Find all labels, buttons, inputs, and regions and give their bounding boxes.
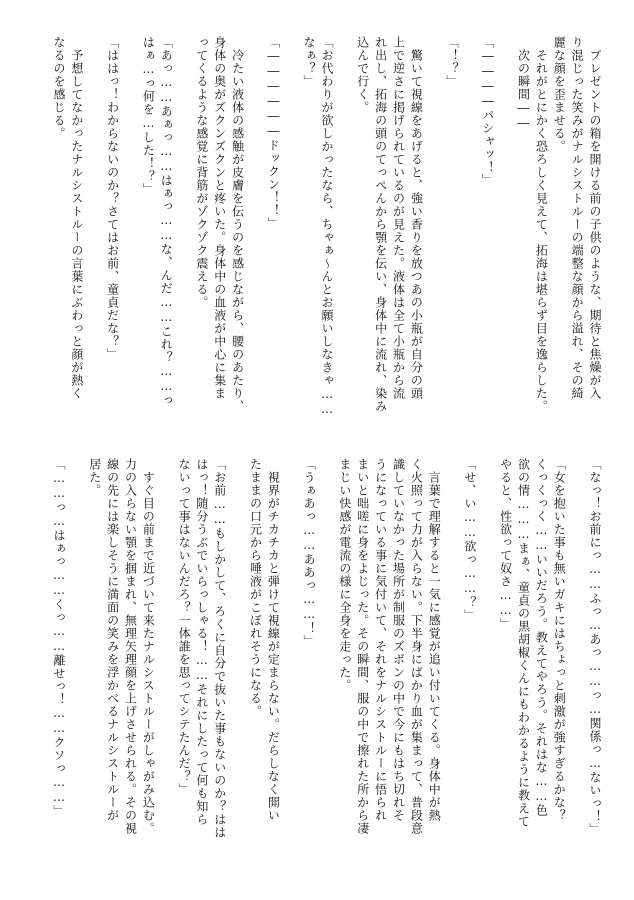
text-column: 欲の情………まぁ、童貞の黒胡椒くんにもわかるように教えて xyxy=(516,458,531,828)
text-column xyxy=(70,458,84,858)
text-column: 身体の奥がズクンズクンと疼いた。身体中の血液が中心に集ま xyxy=(212,36,227,400)
text-column: うになっている事に気付いて、それをナルシストルーに悟られ xyxy=(373,458,388,822)
text-column xyxy=(88,36,102,436)
text-column: 「お代わりが欲しかったなら、ちゃぁ～んとお願いしなきゃ…… xyxy=(320,36,334,417)
text-column: ってくるような感覚に背筋がゾクゾク震える。 xyxy=(194,36,209,309)
text-column xyxy=(320,458,334,858)
text-column: まいと咄嗟に身をよじった。その瞬間、服の中で擦れた所から凄 xyxy=(355,458,370,835)
text-column: 驚いて視線をあげると、強い香りを放つあの小瓶が自分の頭 xyxy=(409,36,424,400)
text-column xyxy=(570,458,584,858)
text-column: 「ははっ！わからないのか？さてはお前、童貞だな？」 xyxy=(105,36,120,361)
lower-text-block xyxy=(52,458,602,858)
text-column: 冷たい液体の感触が皮膚を伝うのを感じながら、腰のあたり、 xyxy=(230,36,245,413)
text-column: すぐ目の前まで近づいて来たナルシストルーがしゃがみ込む。 xyxy=(141,458,156,835)
text-column: はぁ…っ何を…した！？」 xyxy=(141,36,156,196)
text-column xyxy=(284,458,298,858)
text-column: 「せ、い……欲っ……？」 xyxy=(462,458,477,622)
text-column xyxy=(231,458,245,858)
text-column: はっ！随分うぶでいらっしゃる！……それにしたって何も知ら xyxy=(194,458,209,826)
text-column xyxy=(481,458,495,858)
text-column: 込んで行く。 xyxy=(355,36,370,114)
text-column: 居た。 xyxy=(87,458,102,497)
text-column: 「！？」 xyxy=(445,36,460,88)
text-column: 上で逆さに掲げられているのが見えた。液体は全て小瓶から流 xyxy=(391,36,406,400)
text-column: 識していなかった場所が制服のズボンの中で今にもはち切れそ xyxy=(391,458,406,822)
text-column: 視界がチカチカと弾けて視線が定まらない。だらしなく開い xyxy=(266,458,281,822)
upper-text-block xyxy=(52,36,602,436)
text-column: 麗な顔を歪ませる。 xyxy=(552,36,567,153)
text-column: 「……っ…はぁっ……くっ……離せっ！……クソっ……」 xyxy=(52,458,66,818)
text-column: 言葉で理解すると一気に感覚が追い付いてくる。身体中が熱 xyxy=(427,458,442,822)
text-column: 次の瞬間―― xyxy=(516,36,531,131)
text-column: く火照って力が入らない。下半身にばかり血が集まって、普段意 xyxy=(409,458,424,835)
text-column: 「お前……もしかして、ろくに自分で抜いた事もないのか？はは xyxy=(212,458,227,839)
text-column: 「なっ！お前にっ……ふっ…あっ……っ…関係っ…ないっ！」 xyxy=(588,458,602,836)
text-column: り混じった笑みがナルシストルーの端整な顔から溢れ、その綺 xyxy=(570,36,585,400)
text-column: それがとにかく恐ろしく見えて、拓海は堪らず目を逸らした。 xyxy=(534,36,549,413)
text-column: くっくっく……いいだろう。教えてやろう。それはな……色 xyxy=(534,458,549,817)
text-column xyxy=(177,36,191,436)
text-column: 予想してなかったナルシストルーの言葉にぶわっと顔が熱く xyxy=(69,36,84,400)
text-column: なぁ？」 xyxy=(302,36,317,88)
text-column xyxy=(284,36,298,436)
text-column xyxy=(249,36,263,436)
text-column: 力の入らない顎を掴まれ、無理矢理顔を上げさせられる。その視 xyxy=(123,458,138,835)
text-column: なるのを感じる。 xyxy=(52,36,66,140)
text-column: 「あっ……あぁっ……はぁっ……な、んだ……これ？……っ xyxy=(159,36,174,407)
text-column: 「うぁあっ……ああっ……！」 xyxy=(302,458,317,648)
text-column xyxy=(338,36,352,436)
text-column xyxy=(427,36,441,436)
text-column: 「――――――ドックン！！」 xyxy=(266,36,281,230)
text-column xyxy=(123,36,137,436)
text-column: 「女を抱いた事も無いガキにはちょっと刺激が強すぎるかな？ xyxy=(552,458,567,822)
text-column: 線の先には楽しそうに満面の笑みを浮かべるナルシストルーが xyxy=(105,458,120,822)
text-column xyxy=(499,36,513,436)
text-column: まじい快感が電流の様に全身を走った。 xyxy=(337,458,352,692)
text-column xyxy=(159,458,173,858)
text-column xyxy=(463,36,477,436)
text-column xyxy=(445,458,459,858)
text-column: やると、性欲って奴さ……」 xyxy=(498,458,513,631)
text-column: れ出し、拓海の頭のてっぺんから顎を伝い、身体中に流れ、染み xyxy=(373,36,388,413)
text-column: プレゼントの箱を開ける前の子供のような、期待と焦燥が入 xyxy=(588,36,602,400)
text-column: たままの口元から唾液がこぼれそうになる。 xyxy=(248,458,263,718)
text-column: ないって事はないんだろ？一体誰を思ってシテたんだ？」 xyxy=(177,458,192,796)
text-column: 「――――パシャッ！」 xyxy=(480,36,495,187)
